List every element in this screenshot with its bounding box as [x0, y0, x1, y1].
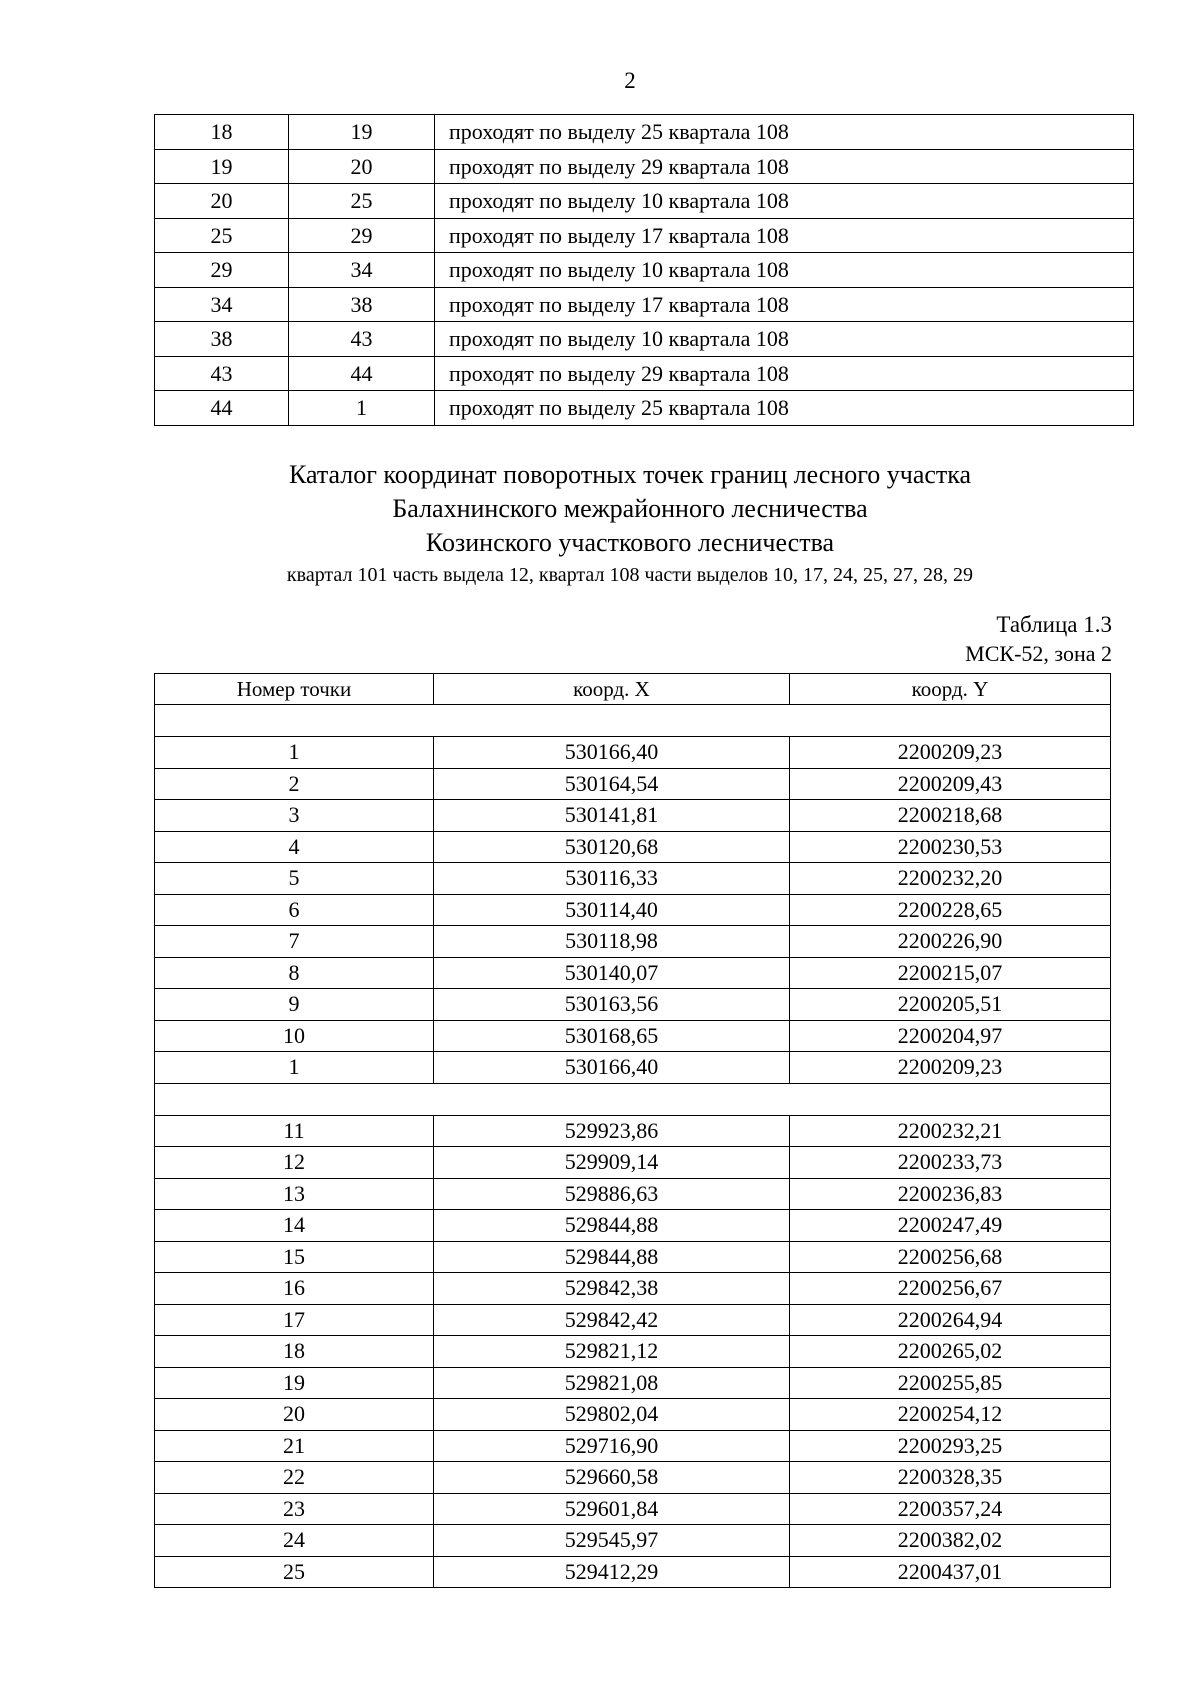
coord-x: 529844,88: [434, 1241, 790, 1273]
coord-x: 529716,90: [434, 1430, 790, 1462]
coord-y: 2200209,43: [790, 768, 1111, 800]
boundary-to-point: 44: [289, 356, 435, 391]
boundary-from-point: 19: [155, 149, 289, 184]
boundary-from-point: 20: [155, 184, 289, 219]
coord-y: 2200247,49: [790, 1210, 1111, 1242]
coord-x: 529909,14: [434, 1147, 790, 1179]
boundary-to-point: 1: [289, 391, 435, 426]
point-number: 10: [155, 1020, 434, 1052]
point-number: 18: [155, 1336, 434, 1368]
boundary-row: [155, 218, 1134, 253]
coordinate-row: [155, 1525, 1111, 1557]
coord-y: 2200215,07: [790, 957, 1111, 989]
coordinate-row: [155, 1367, 1111, 1399]
boundary-description: проходят по выделу 10 квартала 108: [435, 184, 1134, 219]
coord-x: 530114,40: [434, 894, 790, 926]
boundary-to-point: 20: [289, 149, 435, 184]
boundary-row: [155, 356, 1134, 391]
coordinate-row: [155, 1273, 1111, 1305]
coordinate-table: [154, 673, 1111, 1588]
coord-y: 2200357,24: [790, 1493, 1111, 1525]
boundary-description: проходят по выделу 29 квартала 108: [435, 356, 1134, 391]
coordinate-row: [155, 831, 1111, 863]
coordinate-row: [155, 1115, 1111, 1147]
coord-y: 2200255,85: [790, 1367, 1111, 1399]
catalog-title-line-1: Каталог координат поворотных точек границ лесного участка: [288, 460, 972, 489]
boundary-from-point: 25: [155, 218, 289, 253]
boundary-description: проходят по выделу 17 квартала 108: [435, 218, 1134, 253]
coord-x: 530166,40: [434, 1052, 790, 1084]
coord-x: 530168,65: [434, 1020, 790, 1052]
boundary-description: проходят по выделу 10 квартала 108: [435, 322, 1134, 357]
coord-y: 2200382,02: [790, 1525, 1111, 1557]
coordinate-row: [155, 1020, 1111, 1052]
coord-x: 530120,68: [434, 831, 790, 863]
boundary-row: [155, 391, 1134, 426]
header-point-number: Номер точки: [155, 674, 434, 705]
boundary-row: [155, 253, 1134, 288]
coord-x: 530164,54: [434, 768, 790, 800]
coordinate-row: [155, 863, 1111, 895]
catalog-title-line-2: Балахнинского межрайонного лесничества: [392, 494, 868, 523]
point-number: 11: [155, 1115, 434, 1147]
point-number: 16: [155, 1273, 434, 1305]
boundary-table: [154, 114, 1134, 426]
coord-y: 2200256,68: [790, 1241, 1111, 1273]
coordinate-row: [155, 1241, 1111, 1273]
coordinate-row: [155, 1493, 1111, 1525]
boundary-from-point: 29: [155, 253, 289, 288]
coord-y: 2200328,35: [790, 1462, 1111, 1494]
coord-x: 530141,81: [434, 800, 790, 832]
section-separator-cell: [155, 705, 1111, 737]
boundary-from-point: 44: [155, 391, 289, 426]
point-number: 19: [155, 1367, 434, 1399]
point-number: 1: [155, 1052, 434, 1084]
coordinate-row: [155, 894, 1111, 926]
coord-x: 529802,04: [434, 1399, 790, 1431]
coordinate-row: [155, 800, 1111, 832]
boundary-description: проходят по выделу 29 квартала 108: [435, 149, 1134, 184]
catalog-heading: [0, 458, 1200, 590]
coord-x: 529923,86: [434, 1115, 790, 1147]
coordinate-row: [155, 926, 1111, 958]
coord-x: 530163,56: [434, 989, 790, 1021]
coord-x: 530116,33: [434, 863, 790, 895]
coord-y: 2200233,73: [790, 1147, 1111, 1179]
boundary-from-point: 38: [155, 322, 289, 357]
coordinate-row: [155, 1052, 1111, 1084]
coord-x: 529844,88: [434, 1210, 790, 1242]
boundary-to-point: 34: [289, 253, 435, 288]
point-number: 23: [155, 1493, 434, 1525]
point-number: 1: [155, 737, 434, 769]
coord-x: 529821,08: [434, 1367, 790, 1399]
point-number: 25: [155, 1556, 434, 1588]
point-number: 13: [155, 1178, 434, 1210]
coord-x: 529412,29: [434, 1556, 790, 1588]
boundary-row: [155, 287, 1134, 322]
section-separator-cell: [155, 1083, 1111, 1115]
coord-y: 2200293,25: [790, 1430, 1111, 1462]
point-number: 5: [155, 863, 434, 895]
coord-y: 2200264,94: [790, 1304, 1111, 1336]
coordinate-row: [155, 989, 1111, 1021]
coord-y: 2200232,21: [790, 1115, 1111, 1147]
coord-y: 2200236,83: [790, 1178, 1111, 1210]
boundary-to-point: 38: [289, 287, 435, 322]
catalog-subtitle: квартал 101 часть выдела 12, квартал 108 части выделов 10, 17, 24, 25, 27, 28, 29: [286, 564, 974, 586]
point-number: 9: [155, 989, 434, 1021]
table-number: Таблица 1.3: [996, 612, 1112, 637]
coord-y: 2200204,97: [790, 1020, 1111, 1052]
coord-y: 2200254,12: [790, 1399, 1111, 1431]
coord-x: 529821,12: [434, 1336, 790, 1368]
coordinate-row: [155, 1147, 1111, 1179]
boundary-to-point: 25: [289, 184, 435, 219]
coord-y: 2200437,01: [790, 1556, 1111, 1588]
point-number: 7: [155, 926, 434, 958]
boundary-row: [155, 115, 1134, 150]
coordinate-table-header: [155, 674, 1111, 705]
point-number: 4: [155, 831, 434, 863]
coord-y: 2200230,53: [790, 831, 1111, 863]
coord-x: 529601,84: [434, 1493, 790, 1525]
boundary-to-point: 19: [289, 115, 435, 150]
coordinate-row: [155, 1336, 1111, 1368]
boundary-from-point: 43: [155, 356, 289, 391]
boundary-row: [155, 149, 1134, 184]
coordinate-row: [155, 768, 1111, 800]
point-number: 8: [155, 957, 434, 989]
coordinate-row: [155, 1462, 1111, 1494]
boundary-from-point: 34: [155, 287, 289, 322]
coord-x: 530140,07: [434, 957, 790, 989]
point-number: 15: [155, 1241, 434, 1273]
coordinate-row: [155, 1556, 1111, 1588]
point-number: 20: [155, 1399, 434, 1431]
coord-x: 529545,97: [434, 1525, 790, 1557]
point-number: 6: [155, 894, 434, 926]
point-number: 14: [155, 1210, 434, 1242]
coord-x: 530166,40: [434, 737, 790, 769]
coord-y: 2200209,23: [790, 1052, 1111, 1084]
coord-y: 2200209,23: [790, 737, 1111, 769]
boundary-to-point: 43: [289, 322, 435, 357]
coord-x: 529842,38: [434, 1273, 790, 1305]
boundary-description: проходят по выделу 25 квартала 108: [435, 115, 1134, 150]
coordinate-row: [155, 957, 1111, 989]
coordinate-row: [155, 1399, 1111, 1431]
point-number: 24: [155, 1525, 434, 1557]
point-number: 2: [155, 768, 434, 800]
boundary-row: [155, 322, 1134, 357]
coord-y: 2200265,02: [790, 1336, 1111, 1368]
coord-x: 529842,42: [434, 1304, 790, 1336]
coordinate-zone: МСК-52, зона 2: [965, 641, 1112, 666]
boundary-description: проходят по выделу 25 квартала 108: [435, 391, 1134, 426]
coord-x: 530118,98: [434, 926, 790, 958]
point-number: 17: [155, 1304, 434, 1336]
boundary-description: проходят по выделу 10 квартала 108: [435, 253, 1134, 288]
section-separator-row: [155, 1083, 1111, 1115]
boundary-from-point: 18: [155, 115, 289, 150]
coordinate-row: [155, 1430, 1111, 1462]
coord-y: 2200205,51: [790, 989, 1111, 1021]
coord-y: 2200228,65: [790, 894, 1111, 926]
boundary-to-point: 29: [289, 218, 435, 253]
catalog-title-line-3: Козинского участкового лесничества: [425, 528, 835, 557]
coordinate-row: [155, 1210, 1111, 1242]
coordinate-row: [155, 737, 1111, 769]
coord-y: 2200218,68: [790, 800, 1111, 832]
section-separator-row: [155, 705, 1111, 737]
coord-x: 529886,63: [434, 1178, 790, 1210]
point-number: 22: [155, 1462, 434, 1494]
point-number: 3: [155, 800, 434, 832]
page-number: 2: [624, 68, 636, 93]
coordinate-row: [155, 1178, 1111, 1210]
coord-y: 2200232,20: [790, 863, 1111, 895]
boundary-description: проходят по выделу 17 квартала 108: [435, 287, 1134, 322]
point-number: 12: [155, 1147, 434, 1179]
coordinate-row: [155, 1304, 1111, 1336]
header-coord-y: коорд. Y: [790, 674, 1111, 705]
boundary-row: [155, 184, 1134, 219]
coord-y: 2200226,90: [790, 926, 1111, 958]
header-coord-x: коорд. X: [434, 674, 790, 705]
point-number: 21: [155, 1430, 434, 1462]
coord-x: 529660,58: [434, 1462, 790, 1494]
coord-y: 2200256,67: [790, 1273, 1111, 1305]
